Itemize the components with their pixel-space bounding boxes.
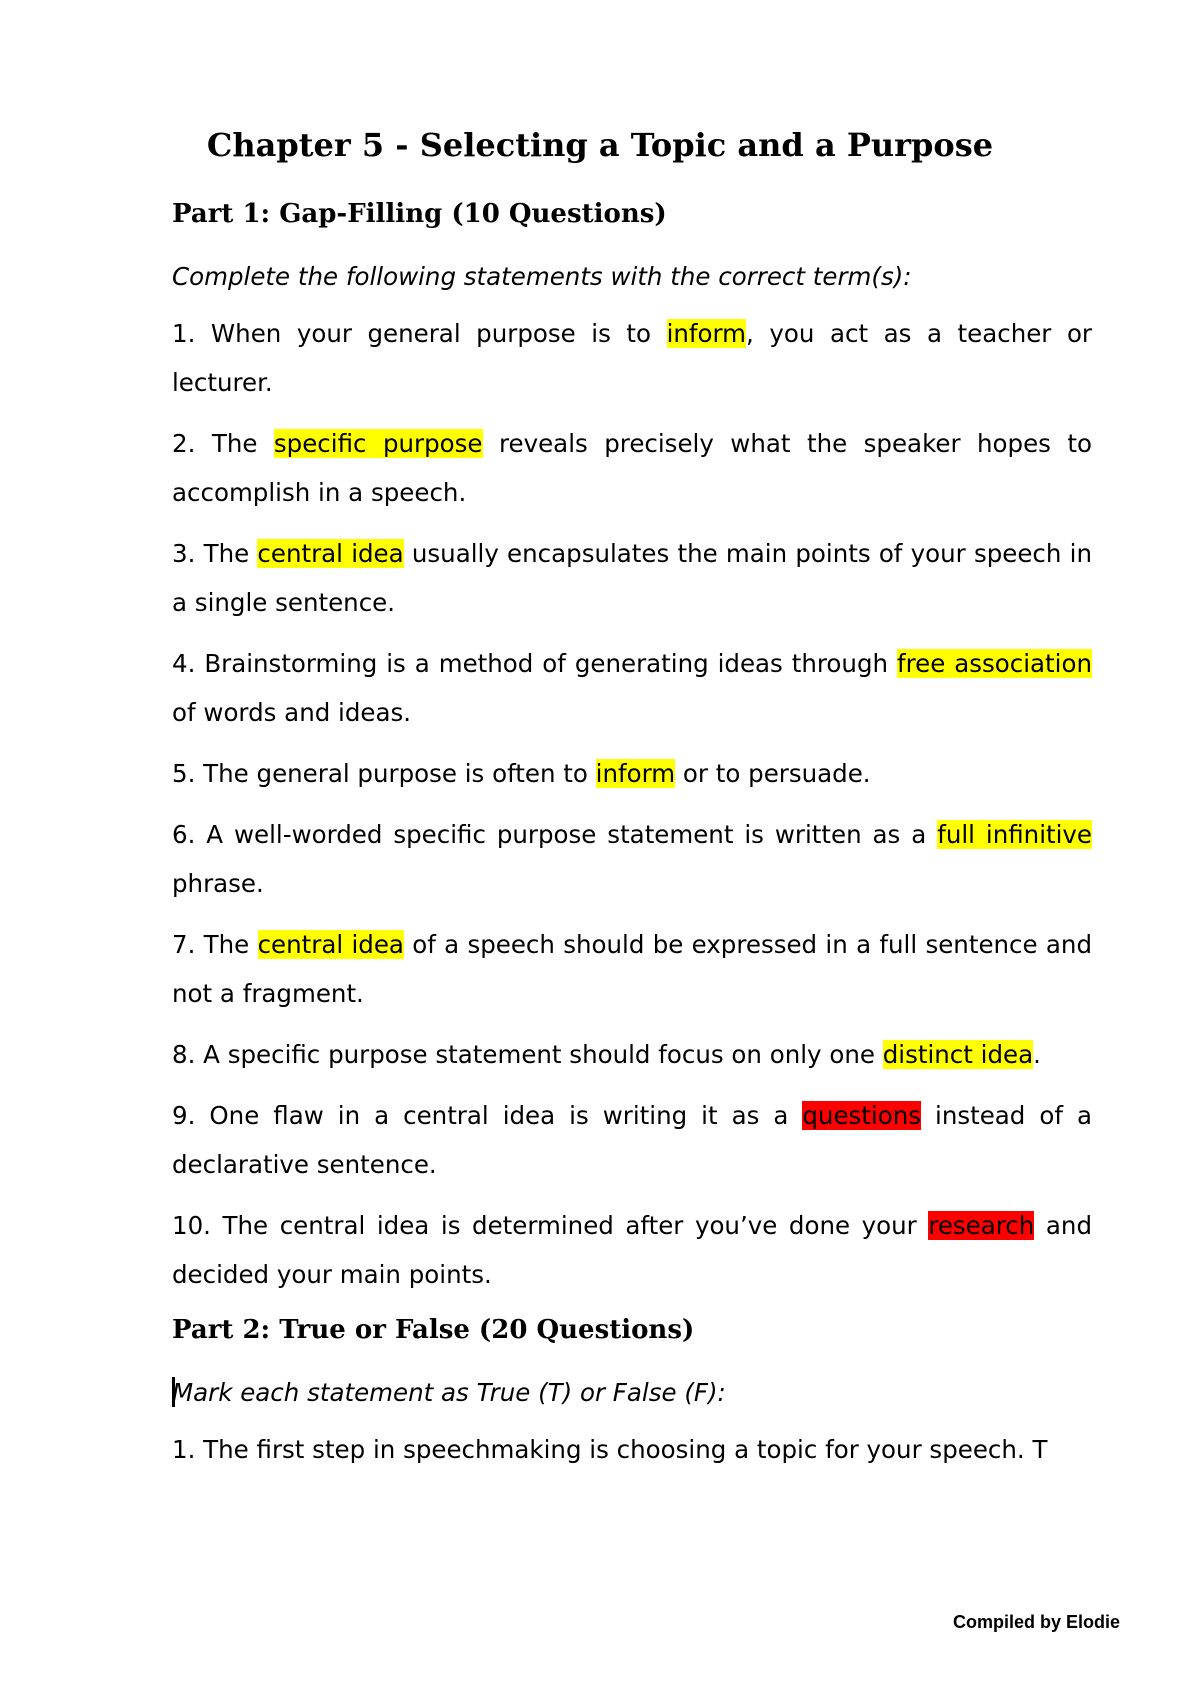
true-false-item: 1. The first step in speechmaking is choosing a topic for your speech. T [172, 1435, 1048, 1464]
answer-highlight: free association [896, 649, 1092, 678]
document-title: Chapter 5 - Selecting a Topic and a Purpose [206, 126, 994, 164]
part2-heading: Part 2: True or False (20 Questions) [172, 1315, 695, 1345]
gap-item: 3. The central idea usually encapsulates the main points of your speech in a single sentence. [172, 539, 1092, 617]
gap-item: 5. The general purpose is often to inform or to persuade. [172, 759, 871, 788]
part1-heading: Part 1: Gap-Filling (10 Questions) [172, 199, 667, 229]
answer-highlight: inform [666, 319, 747, 348]
part2-instruction: Mark each statement as True (T) or False (F): [172, 1378, 726, 1407]
gap-item: 1. When your general purpose is to inform, you act as a teacher or lecturer. [172, 319, 1093, 397]
gap-item: 9. One flaw in a central idea is writing it as a questions instead of a declarative sentence. [172, 1101, 1092, 1179]
gap-item: 2. The specific purpose reveals precisely what the speaker hopes to accomplish in a speech. [172, 429, 1093, 507]
answer-highlight-red: research [928, 1211, 1035, 1240]
gap-item: 10. The central idea is determined after you’ve done your research and decided your main points. [172, 1211, 1092, 1289]
document-body [172, 195, 1092, 1486]
footer-credit: Compiled by Elodie [952, 1612, 1120, 1632]
gap-item: 7. The central idea of a speech should be expressed in a full sentence and not a fragment. [172, 930, 1092, 1008]
answer-highlight-red: questions [802, 1101, 921, 1130]
answer-highlight: inform [595, 759, 676, 788]
answer-highlight: central idea [257, 539, 404, 568]
gap-item: 8. A specific purpose statement should focus on only one distinct idea. [172, 1040, 1041, 1069]
gap-item: 4. Brainstorming is a method of generating ideas through free association of words and ideas. [172, 649, 1092, 727]
answer-highlight: distinct idea [882, 1040, 1034, 1069]
gap-item: 6. A well-worded specific purpose statement is written as a full infinitive phrase. [172, 820, 1092, 898]
answer-highlight: full infinitive [937, 820, 1092, 849]
part1-instruction: Complete the following statements with the correct term(s): [172, 262, 912, 291]
answer-highlight: specific purpose [273, 429, 483, 458]
answer-highlight: central idea [257, 930, 404, 959]
